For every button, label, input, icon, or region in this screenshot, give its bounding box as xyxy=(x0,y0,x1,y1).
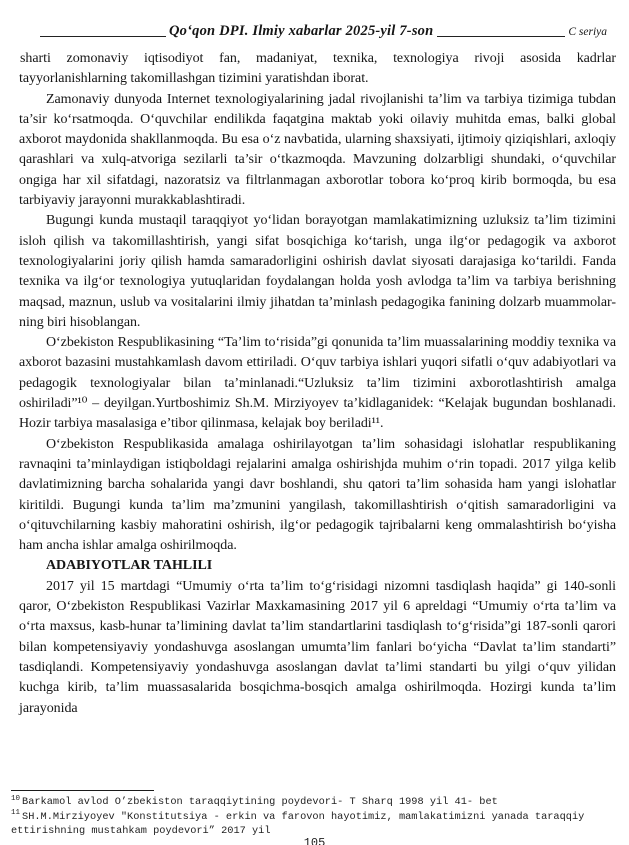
section-heading: ADABIYOTLAR TAHLILI xyxy=(46,558,213,574)
footnote-marker: 10 xyxy=(11,794,21,803)
series-label: C seriya xyxy=(568,26,607,38)
page-number: 105 xyxy=(303,836,326,845)
page-body xyxy=(19,49,616,719)
header-rule-left xyxy=(40,35,166,37)
footnote xyxy=(11,810,614,839)
footnote-text: SH.M.Mirziyoyev "Konstitutsiya - erkin va farovon hayotimiz, mamlakatimizni yanada taraqqiy ettirishning mustahkam poydevori” 2017 yil xyxy=(11,810,585,838)
paragraph: Zamonaviy dunyoda Internet texnologiyalarining jadal rivojlanishi ta’lim va tarbiya tizimiga tubdan ta’sir koʻrsatmoqda. Oʻquvchilar endilikda faqatgina maktab yoki oilaviy muhitda emas, balki global axborot maydonida shakllanmoqda. Bu esa oʻz navbatida, ularning shaxsiyati, ijtimoiy qiziqishlari, axloqiy qarashlari va xulq-atvoriga sezilarli ta’sir oʻtkazmoqda. Mavzuning dolzarbligi shundaki, oʻquvchilar ongiga har xil sifatdagi, nazoratsiz va filtrlanmagan axborotlar tobora koʻproq kirib bormoqda, bu esa tarbiyaviy jarayonni murakkablashtiradi. xyxy=(19,91,616,209)
journal-header xyxy=(40,21,607,40)
paragraph: Bugungi kunda mustaqil taraqqiyot yoʻlidan borayotgan mamlakatimizning uzluksiz ta’lim tizimini isloh qilish va takomillashtirish, yangi sifat bosqichiga koʻtarish, unga ilgʻor pedagogik va axborot texnologiyalarini joriy qilish hamda samaradorligini oshirish davlat siyosati darajasiga koʻtarildi. Fanda texnika va ilgʻor texnologiya yutuqlaridan foydalangan holda yosh avlodga ta’lim va tarbiya berishning maqsad, maznun, uslub va vositalarini ilmiy jihatdan ta’minlash pedagogika fanining dolzarb muammolar-ning biri hisoblangan. xyxy=(19,213,616,330)
footnote-text: Barkamol avlod O’zbekiston taraqqiytining poydevori- T Sharq 1998 yil 41- bet xyxy=(22,796,498,808)
footnotes xyxy=(11,790,614,839)
header-rule-right xyxy=(437,35,565,37)
paragraph: 2017 yil 15 martdagi “Umumiy oʻrta ta’lim toʻgʻrisidagi nizomni tasdiqlash haqida” gi 140-sonli qaror, Oʻzbekiston Respublikasi Vazirlar Maxkamasining 2017 yil 6 apreldagi “Umumiy oʻrta ta’lim va oʻrta maxsus, kasb-hunar ta’limining davlat ta’lim standartlarini tasdiqlash toʻgʻrisida”gi 187-sonli qarori bilan kompetensiyaviy yondashuvga asoslangan umumta’lim fanlari boʻyicha “Davlat ta’lim standarti” tasdiqlandi. Kompetensiyaviy yondashuvga asoslangan davlat ta’limi standarti bu yilgi oʻquv yilidan kuchga kirib, ta’lim muassasalarida bosqichma-bosqich amalga oshirilmoqda. Hozirgi kunda ta’lim jarayonida xyxy=(19,578,616,716)
paragraph: Oʻzbekiston Respublikasining “Ta’lim toʻrisida”gi qonunida ta’lim muassalarining moddiy texnika va axborot bazasini mustahkamlash davom ettiriladi. Oʻquv tarbiya ishlari yuqori sifatli oʻquv adabiyotlari va pedagogik texnologiyalar bilan ta’minlanadi.“Uzluksiz ta’lim tizimini axborotlashtirish amalga oshiriladi”¹⁰ – deyilgan.Yurtboshimiz Sh.M. Mirziyoyev ta’kidlaganidek: “Kelajak bugundan boshlanadi. Hozir tarbiya masalasiga e’tibor qilinmasa, kelajak boy beriladi¹¹. xyxy=(19,335,616,432)
paragraph: Oʻzbekiston Respublikasida amalaga oshirilayotgan ta’lim sohasidagi islohatlar respublikaning ravnaqini ta’minlaydigan istiqboldagi rejalarini amalga oshirishjda muhim oʻrin topadi. 2017 yilga kelib davlatimizning barcha sohalarida yangi davr boshlandi, shu qatori ta’lim sohasida ham yangi islohatlar kiritildi. Bugungi kunda ta’lim ma’zmunini yangilash, takomillashtirish oʻqitish samaradorligini va oʻqituvchilarning kasbiy mahoratini oshirish, ilgʻor pedagogik tajribalarni keng ommalashtirish boʻyisha ham ancha ishlar amalga oshirilmoqda. xyxy=(19,436,616,554)
footnote-separator xyxy=(11,790,154,791)
footnote-marker: 11 xyxy=(11,809,21,818)
journal-title: Qoʻqon DPI. Ilmiy xabarlar 2025-yil 7-son xyxy=(169,23,434,39)
paragraph: sharti zomonaviy iqtisodiyot fan, madaniyat, texnika, texnologiya rivoji asosida kadrlar tayyorlanishlarning takomillashgan tizimini yaratishdan iborat. xyxy=(19,51,616,87)
footnote xyxy=(11,795,614,810)
